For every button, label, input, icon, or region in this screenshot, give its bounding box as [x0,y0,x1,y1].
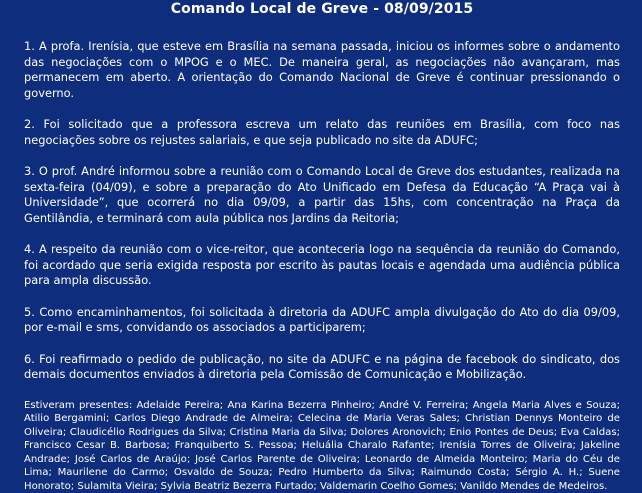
minutes-item-2: 2. Foi solicitado que a professora escreva um relato das reuniões em Brasília, com foco nas negociações sobre os rejustes salariais, e que seja publicado no site da ADUFC; [24,117,620,148]
document-title: Comando Local de Greve - 08/09/2015 [24,0,620,18]
attendees-list: Estiveram presentes: Adelaide Pereira; Ana Karina Bezerra Pinheiro; André V. Ferreira; Angela Maria Alves e Souza; Atilio Bergamini; Carlos Diego Andrade de Almeira; Celecina de Maria Veras Sales; Christian Dennys Monteiro de Oliveira; Claudicélio Rodrigues da Silva; Cristina Maria da Silva; Dolores Aronovich; Enio Pontes de Deus; Eva Caldas; Francisco Cesar B. Barbosa; Franquiberto S. Pessoa; Heluália Charalo Rafante; Irenísia Torres de Oliveira; Jakeline Andrade; José Carlos de Araújo; José Carlos Parente de Oliveira; Leonardo de Almeida Monteiro; Maria do Céu de Lima; Maurilene do Carmo; Osvaldo de Souza; Pedro Humberto da Silva; Raimundo Costa; Sérgio A. H.; Suene Honorato; Sulamita Vieira; Sylvia Beatriz Bezerra Furtado; Valdemarin Coelho Gomes; Vanildo Mendes de Medeiros. [24,399,620,493]
minutes-item-1: 1. A profa. Irenísia, que esteve em Brasília na semana passada, iniciou os informes sobre o andamento das negociações com o MPOG e o MEC. De maneira geral, as negociações não avançaram, mas permanecem em aberto. A orientação do Comando Nacional de Greve é continuar pressionando o governo. [24,39,620,101]
minutes-item-4: 4. A respeito da reunião com o vice-reitor, que aconteceria logo na sequência da reunião do Comando, foi acordado que seria exigida resposta por escrito às pautas locais e agendada uma audiência pública para ampla discussão. [24,242,620,289]
minutes-item-6: 6. Foi reafirmado o pedido de publicação, no site da ADUFC e na página de facebook do sindicato, dos demais documentos enviados à diretoria pela Comissão de Comunicação e Mobilização. [24,352,620,383]
minutes-item-3: 3. O prof. André informou sobre a reunião com o Comando Local de Greve dos estudantes, realizada na sexta-feira (04/09), e sobre a preparação do Ato Unificado em Defesa da Educação “A Praça vai à Universidade”, que ocorrerá no dia 09/09, a partir das 15hs, com concentração na Praça da Gentilândia, e terminará com aula pública nos Jardins da Reitoria; [24,164,620,226]
minutes-items [24,39,620,383]
minutes-item-5: 5. Como encaminhamentos, foi solicitada à diretoria da ADUFC ampla divulgação do Ato do dia 09/09, por e-mail e sms, convidando os associados a participarem; [24,305,620,336]
